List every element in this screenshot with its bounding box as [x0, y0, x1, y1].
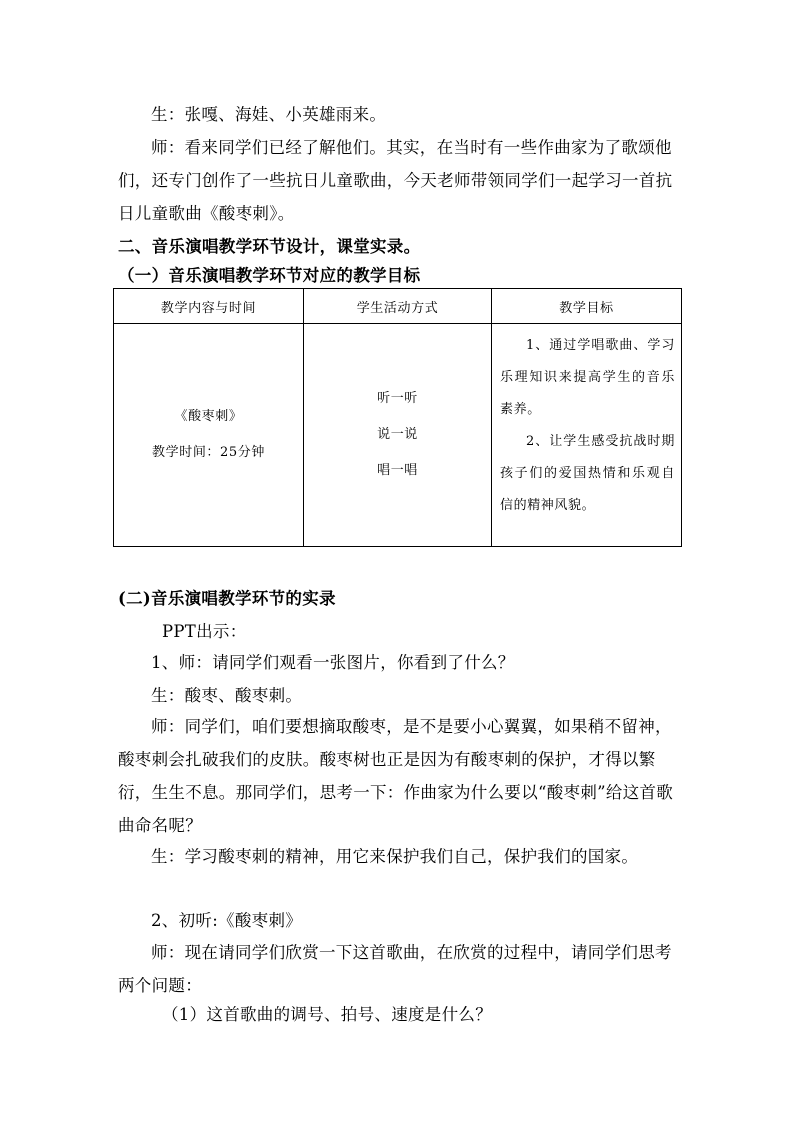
record-question-1: （1）这首歌曲的调号、拍号、速度是什么？ [162, 1005, 492, 1024]
content-time-cell [114, 324, 304, 547]
record-paragraph-4: 生：学习酸枣刺的精神，用它来保护我们自己，保护我们的国家。 [151, 847, 639, 866]
record-line-5: 2、初听:《酸枣刺》 [151, 911, 303, 930]
activity-listen: 听一听 [377, 391, 418, 406]
header-teaching-goal: 教学目标 [492, 289, 682, 324]
table-header-row [114, 289, 682, 324]
record-paragraph-6: 师：现在请同学们欣赏一下这首歌曲，在欣赏的过程中，请同学们思考两个问题： [118, 943, 672, 995]
activity-sing: 唱一唱 [377, 463, 418, 478]
record-line-1: 1、师：请同学们观看一张图片，你看到了什么？ [151, 653, 515, 672]
header-student-activity: 学生活动方式 [304, 289, 492, 324]
table-row [114, 324, 682, 547]
record-paragraph-3: 师：同学们，咱们要想摘取酸枣，是不是要小心翼翼，如果稍不留神，酸枣刺会扎破我们的皮肤。酸枣树也正是因为有酸枣刺的保护，才得以繁衍，生生不息。那同学们，思考一下：作曲家为什么要以“酸枣刺”给这首歌曲命名呢？ [118, 717, 674, 835]
teaching-time: 教学时间：25分钟 [152, 445, 265, 460]
record-line-2: 生：酸枣、酸枣刺。 [151, 686, 303, 705]
intro-paragraph-2: 师：看来同学们已经了解他们。其实，在当时有一些作曲家为了歌颂他们，还专门创作了一些抗日儿童歌曲，今天老师带领同学们一起学习一首抗日儿童歌曲《酸枣刺》。 [118, 138, 673, 223]
goal-1: 1、通过学唱歌曲、学习乐理知识来提高学生的音乐素养。 [500, 338, 675, 417]
section-2-heading: 二、音乐演唱教学环节设计，课堂实录。 [118, 237, 421, 256]
subsection-1-heading: （一）音乐演唱教学环节对应的教学目标 [118, 266, 421, 285]
intro-paragraph-1: 生：张嘎、海娃、小英雄雨来。 [151, 105, 387, 124]
header-content-time: 教学内容与时间 [114, 289, 304, 324]
ppt-line: PPT出示： [162, 622, 247, 641]
activity-cell [304, 324, 492, 547]
teaching-objectives-table [113, 288, 682, 547]
song-title: 《酸枣刺》 [174, 409, 243, 424]
goal-2: 2、让学生感受抗战时期孩子们的爱国热情和乐观自信的精神风貌。 [500, 434, 675, 513]
activity-speak: 说一说 [377, 427, 418, 442]
goal-cell [492, 324, 682, 547]
subsection-2-heading: (二)音乐演唱教学环节的实录 [118, 589, 336, 608]
